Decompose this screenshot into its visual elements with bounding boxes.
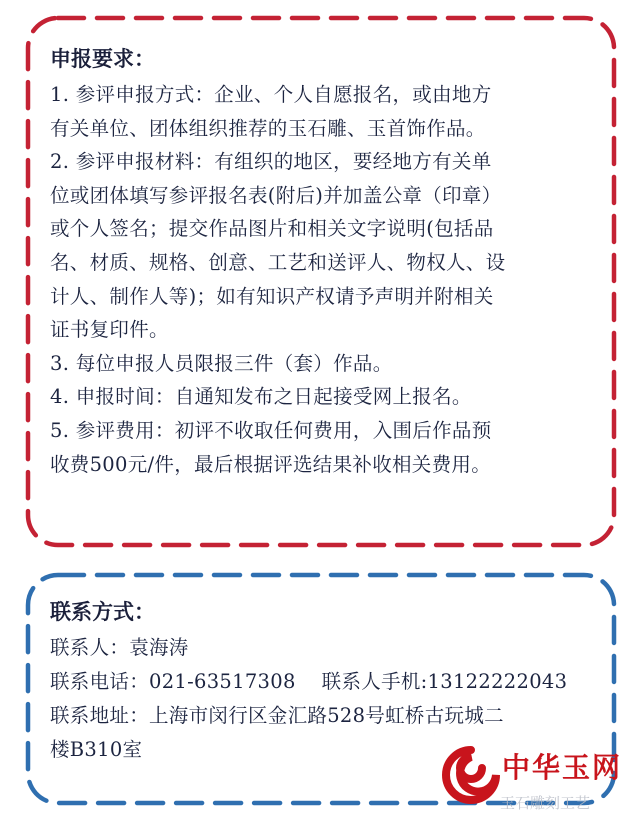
contact-phones-row: [50, 665, 594, 699]
contact-address-line: 楼B310室: [50, 738, 143, 761]
requirement-line: 位或团体填写参评报名表(附后)并加盖公章（印章）: [50, 183, 502, 207]
contact-address-line: 联系地址：上海市闵行区金汇路528号虹桥古玩城二: [50, 704, 504, 727]
site-watermark: [440, 740, 640, 820]
contact-phone: 联系电话：021-63517308: [50, 670, 296, 693]
requirement-line: 4. 申报时间：自通知发布之日起接受网上报名。: [50, 385, 472, 409]
watermark-logo-text: 中华玉网: [502, 751, 623, 784]
swirl-logo-icon: [440, 744, 502, 806]
requirements-panel: [26, 16, 616, 547]
requirement-line: 1. 参评申报方式：企业、个人自愿报名，或由地方: [50, 83, 492, 106]
watermark-sub-text: 玉石雕刻工艺: [500, 794, 591, 812]
requirements-content: [50, 44, 594, 481]
requirement-line: 计人、制作人等)；如有知识产权请予声明并附相关: [50, 284, 494, 308]
requirements-heading: 申报要求：: [50, 47, 155, 71]
requirement-line: 名、材质、规格、创意、工艺和送评人、物权人、设: [50, 250, 506, 274]
requirement-line: 2. 参评申报材料：有组织的地区，要经地方有关单: [50, 150, 492, 174]
requirement-line: 证书复印件。: [50, 318, 169, 342]
requirement-line: 或个人签名；提交作品图片和相关文字说明(包括品: [50, 217, 494, 241]
contact-heading: 联系方式：: [50, 600, 155, 624]
contact-mobile: 联系人手机:13122222043: [321, 670, 568, 693]
requirement-line: 有关单位、团体组织推荐的玉石雕、玉首饰作品。: [50, 116, 486, 140]
contact-person: 联系人：袁海涛: [50, 636, 189, 659]
requirement-line: 收费500元/件，最后根据评选结果补收相关费用。: [50, 452, 491, 476]
requirement-line: 5. 参评费用：初评不收取任何费用，入围后作品预: [50, 418, 492, 442]
requirement-line: 3. 每位申报人员限报三件（套）作品。: [50, 351, 393, 375]
